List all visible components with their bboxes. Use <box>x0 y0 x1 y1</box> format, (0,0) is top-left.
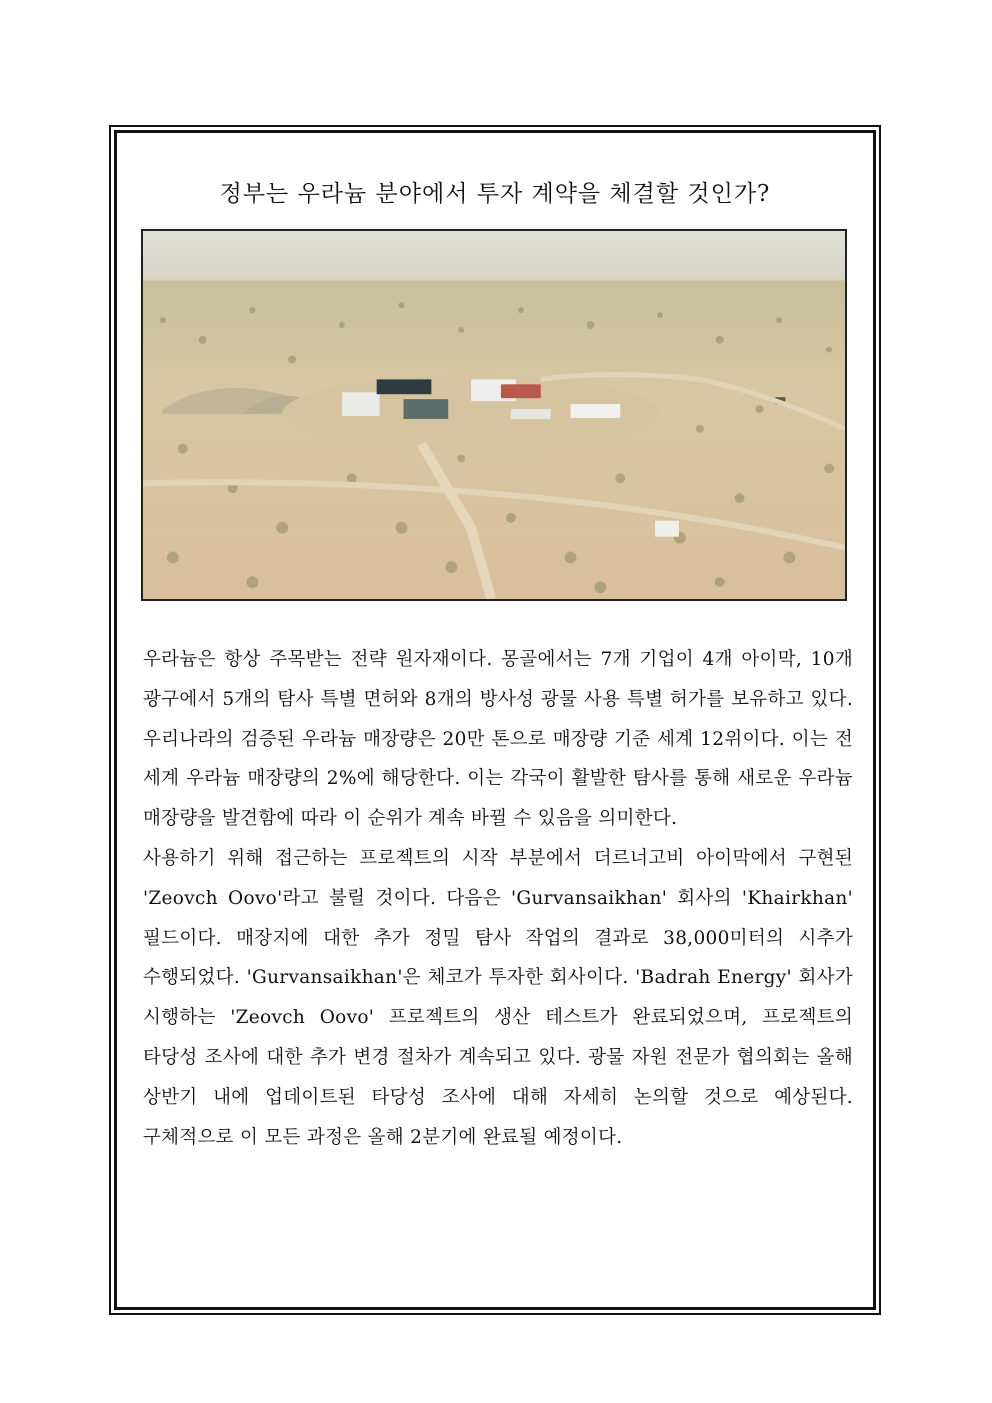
paragraph-2: 사용하기 위해 접근하는 프로젝트의 시작 부분에서 더르너고비 아이막에서 구현된 'Zeovch Oovo'라고 불릴 것이다. 다음은 'Gurvansaikhan' 회사의 'Khairkhan' 필드이다. 매장지에 대한 추가 정밀 탐사 작업의 결과로 38,000미터의 시추가 수행되었다. 'Gurvansaikhan'은 체코가 투자한 회사이다. 'Badrah Energy' 회사가 시행하는 'Zeovch Oovo' 프로젝트의 생산 테스트가 완료되었으며, 프로젝트의 타당성 조사에 대한 추가 변경 절차가 계속되고 있다. 광물 자원 전문가 협의회는 올해 상반기 내에 업데이트된 타당성 조사에 대해 자세히 논의할 것으로 예상된다. 구체적으로 이 모든 과정은 올해 2분기에 완료될 예정이다. <box>143 847 853 1148</box>
paragraph-1: 우라늄은 항상 주목받는 전략 원자재이다. 몽골에서는 7개 기업이 4개 아이막, 10개 광구에서 5개의 탐사 특별 면허와 8개의 방사성 광물 사용 특별 허가를 보유하고 있다. 우리나라의 검증된 우라늄 매장량은 20만 톤으로 매장량 기준 세계 12위이다. 이는 전 세계 우라늄 매장량의 2%에 해당한다. 이는 각국이 활발한 탐사를 통해 새로운 우라늄 매장량을 발견함에 따라 이 순위가 계속 바뀔 수 있음을 의미한다. <box>143 649 853 830</box>
article-body <box>143 640 853 1157</box>
document-title: 정부는 우라늄 분야에서 투자 계약을 체결할 것인가? <box>219 181 771 208</box>
mining-site-photo <box>141 229 847 601</box>
